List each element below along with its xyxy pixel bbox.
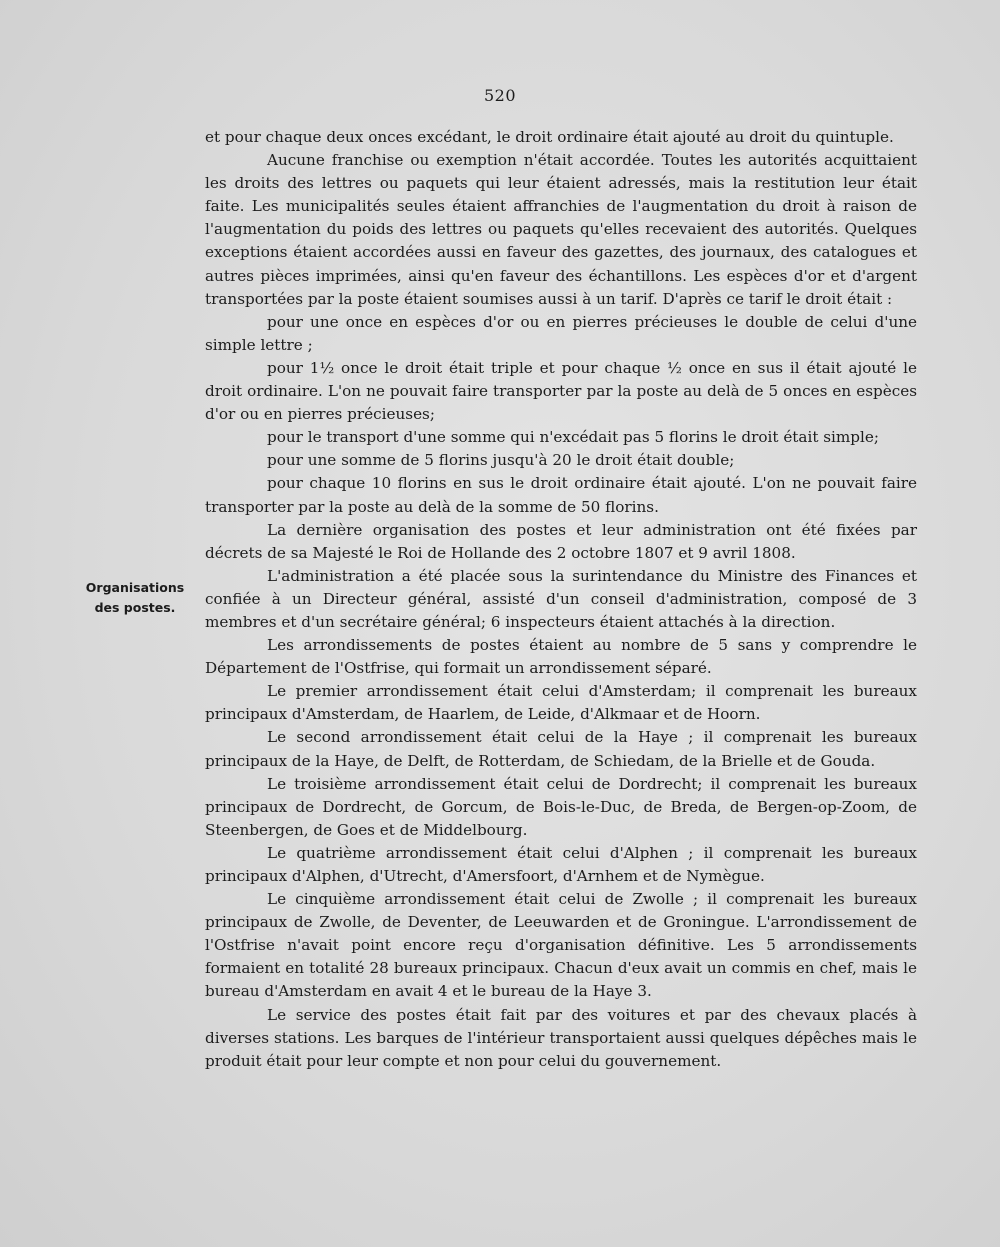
paragraph-3: pour une once en espèces d'or ou en pierres précieuses le double de celui d'une simple lettre ; (205, 312, 917, 354)
paragraph-1: et pour chaque deux onces excédant, le droit ordinaire était ajouté au droit du quintuple. (205, 128, 894, 146)
page-number: 520 (483, 86, 517, 105)
paragraph-11: Le premier arrondissement était celui d'Amsterdam; il comprenait les bureaux principaux d'Amsterdam, de Haarlem, de Leide, d'Alkmaar et de Hoorn. (205, 682, 917, 724)
paragraph-10: Les arrondissements de postes étaient au nombre de 5 sans y comprendre le Département de l'Ostfrise, qui formait un arrondissement séparé. (205, 636, 917, 678)
margin-note-line-1: Organisations (85, 580, 185, 595)
paragraph-6: pour une somme de 5 florins jusqu'à 20 le droit était double; (267, 451, 735, 470)
paragraph-8: La dernière organisation des postes et leur administration ont été fixées par décrets de sa Majesté le Roi de Hollande des 2 octobre 1807 et 9 avril 1808. (205, 520, 917, 562)
paragraph-13: Le troisième arrondissement était celui de Dordrecht; il comprenait les bureaux principaux de Dordrecht, de Gorcum, de Bois-le-Duc, de Breda, de Bergen-op-Zoom, de Steenbergen, de Goes et de Middelbourg. (205, 774, 917, 839)
paragraph-5: pour le transport d'une somme qui n'excédait pas 5 florins le droit était simple; (267, 428, 879, 447)
paragraph-16: Le service des postes était fait par des voitures et par des chevaux placés à diverses stations. Les barques de l'intérieur transportaient aussi quelques dépêches mais le produit était pour leur compte et non pour celui du gouvernement. (205, 1005, 917, 1070)
paragraph-14: Le quatrième arrondissement était celui d'Alphen ; il comprenait les bureaux principaux d'Alphen, d'Utrecht, d'Amersfoort, d'Arnhem et de Nymègue. (205, 843, 917, 885)
paragraph-9: L'administration a été placée sous la surintendance du Ministre des Finances et confiée à un Directeur général, assisté d'un conseil d'administration, composé de 3 membres et d'un secrétaire général; 6 inspecteurs étaient attachés à la direction. (205, 566, 917, 631)
margin-note (78, 578, 192, 618)
margin-note-line-2: des postes. (94, 600, 176, 615)
paragraph-7: pour chaque 10 florins en sus le droit ordinaire était ajouté. L'on ne pouvait faire transporter par la poste au delà de la somme de 50 florins. (205, 474, 917, 516)
body-text (205, 126, 917, 1073)
paragraph-4: pour 1½ once le droit était triple et pour chaque ½ once en sus il était ajouté le droit ordinaire. L'on ne pouvait faire transporter par la poste au delà de 5 onces en espèces d'or ou en pierres précieuses; (205, 358, 917, 424)
paragraph-2: Aucune franchise ou exemption n'était accordée. Toutes les autorités acquittaient les droits des lettres ou paquets qui leur étaient adressés, mais la restitution leur était faite. Les municipalités seules étaient affranchies de l'augmentation du droit à raison de l'augmentation du poids des lettres ou paquets qu'elles recevaient des autorités. Quelques exceptions étaient accordées aussi en faveur des gazettes, des journaux, des catalogues et autres pièces imprimées, ainsi qu'en faveur des échantillons. Les espèces d'or et d'argent transportées par la poste étaient soumises aussi à un tarif. D'après ce tarif le droit était : (205, 151, 917, 308)
paragraph-12: Le second arrondissement était celui de la Haye ; il comprenait les bureaux principaux de la Haye, de Delft, de Rotterdam, de Schiedam, de la Brielle et de Gouda. (205, 728, 917, 770)
paragraph-15: Le cinquième arrondissement était celui de Zwolle ; il comprenait les bureaux principaux de Zwolle, de Deventer, de Leeuwarden et de Groningue. L'arrondissement de l'Ostfrise n'avait point encore reçu d'organisation définitive. Les 5 arrondissements formaient en totalité 28 bureaux principaux. Chacun d'eux avait un commis en chef, mais le bureau d'Amsterdam en avait 4 et le bureau de la Haye 3. (205, 890, 917, 1001)
